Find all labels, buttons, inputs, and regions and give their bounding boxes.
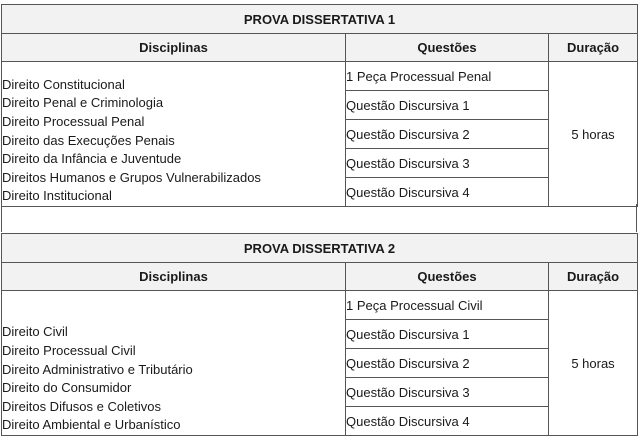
questao-item: Questão Discursiva 4: [346, 178, 549, 207]
header-disciplinas: Disciplinas: [2, 263, 346, 291]
prova-dissertativa-1-table: [1, 4, 638, 207]
questao-item: Questão Discursiva 1: [346, 91, 549, 120]
header-duracao: Duração: [549, 263, 638, 291]
prova-2-duracao: 5 horas: [549, 291, 638, 436]
disciplina-item: Direitos Humanos e Grupos Vulnerabilizados: [2, 169, 261, 185]
questao-item: Questão Discursiva 1: [346, 320, 549, 349]
questao-item: Questão Discursiva 3: [346, 378, 549, 407]
disciplina-item: Direito Ambiental e Urbanístico: [2, 417, 181, 433]
header-questoes: Questões: [346, 34, 549, 62]
disciplina-item: Direito Constitucional: [2, 76, 125, 92]
disciplina-item: Direito das Execuções Penais: [2, 132, 175, 148]
section-spacer: [1, 204, 637, 232]
header-duracao: Duração: [549, 34, 638, 62]
prova-2-disciplinas-list: [2, 291, 346, 436]
disciplina-item: Direito Institucional: [2, 188, 112, 204]
questao-item: Questão Discursiva 2: [346, 120, 549, 149]
prova-dissertativa-2-table: [1, 233, 638, 436]
prova-2-title: PROVA DISSERTATIVA 2: [2, 234, 638, 263]
questao-item: Questão Discursiva 4: [346, 407, 549, 436]
prova-1-title: PROVA DISSERTATIVA 1: [2, 5, 638, 34]
disciplina-item: Direito da Infância e Juventude: [2, 151, 182, 167]
disciplina-item: Direito Processual Civil: [2, 343, 136, 359]
questao-item: 1 Peça Processual Penal: [346, 62, 549, 91]
prova-1-disciplinas-list: [2, 62, 346, 207]
questao-item: 1 Peça Processual Civil: [346, 291, 549, 320]
disciplina-item: Direito Penal e Criminologia: [2, 95, 164, 111]
disciplina-item: Direito Administrativo e Tributário: [2, 361, 193, 377]
questao-item: Questão Discursiva 3: [346, 149, 549, 178]
disciplina-item: Direitos Difusos e Coletivos: [2, 398, 161, 414]
prova-1-duracao: 5 horas: [549, 62, 638, 207]
header-questoes: Questões: [346, 263, 549, 291]
disciplina-item: Direito Civil: [2, 324, 68, 340]
questao-item: Questão Discursiva 2: [346, 349, 549, 378]
header-disciplinas: Disciplinas: [2, 34, 346, 62]
disciplina-item: Direito do Consumidor: [2, 380, 132, 396]
disciplina-item: Direito Processual Penal: [2, 114, 145, 130]
